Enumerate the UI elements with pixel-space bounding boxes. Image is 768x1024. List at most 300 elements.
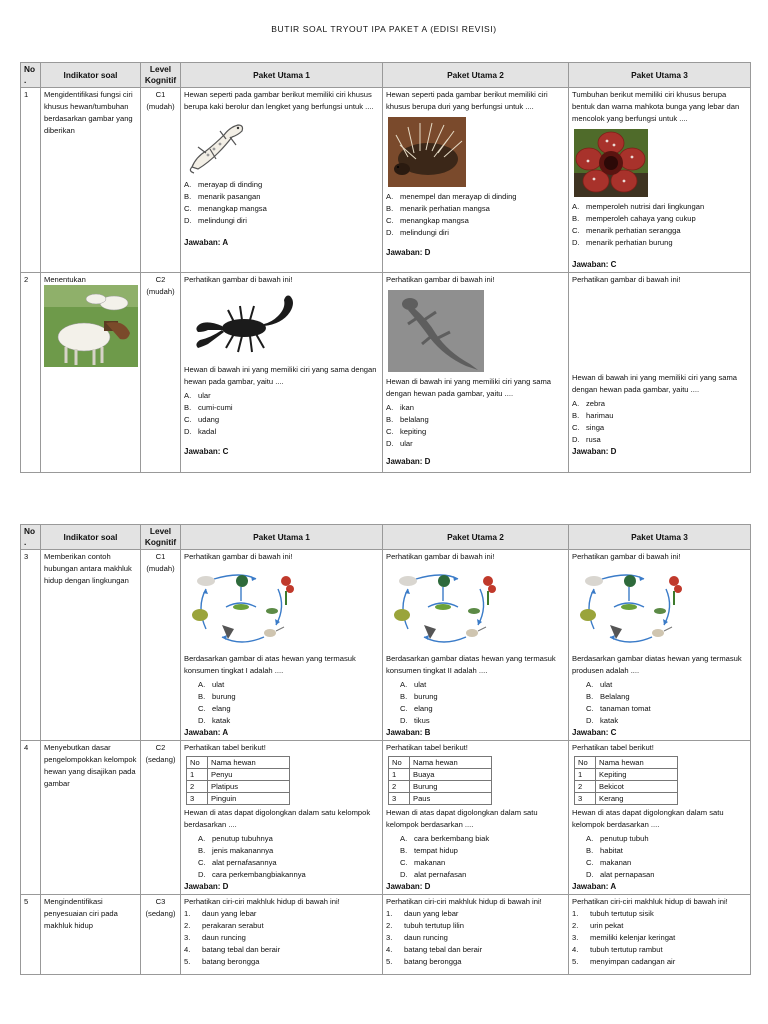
option (386, 703, 565, 715)
option-text: belalang (400, 415, 429, 424)
option-key: B. (400, 846, 408, 855)
animal-table-cell: 3 (575, 793, 596, 805)
option-text: cumi-cumi (198, 403, 233, 412)
option-text: cara berkembang biak (414, 834, 490, 843)
question-stem: Hewan di atas dapat digolongkan dalam satu kelompok berdasarkan .... (386, 808, 538, 829)
animal-table-cell: Kepiting (596, 769, 678, 781)
paket-3-cell (569, 550, 751, 741)
option-text: merayap di dinding (198, 180, 263, 189)
animal-table-cell: Kerang (596, 793, 678, 805)
answer-key: Jawaban: A (572, 882, 617, 891)
row-no: 2 (21, 273, 41, 473)
option-text: penutup tubuh (600, 834, 649, 843)
list-item (386, 944, 565, 956)
option-key: A. (198, 834, 206, 843)
option-key: D. (572, 435, 580, 444)
option (386, 857, 565, 869)
question-stem: Berdasarkan gambar di atas hewan yang termasuk konsumen tingkat I adalah .... (184, 654, 356, 675)
option (386, 414, 565, 426)
option-text: menangkap mangsa (198, 204, 267, 213)
animal-table-cell: 3 (187, 793, 208, 805)
animal-table-header: Nama hewan (596, 757, 678, 769)
row-level (141, 550, 181, 741)
answer-key: Jawaban: D (572, 447, 617, 456)
level-code: C2 (155, 275, 166, 284)
option-text: menarik perhatian mangsa (400, 204, 490, 213)
animal-table-cell: Bekicot (596, 781, 678, 793)
question-stem: Hewan di bawah ini yang memiliki ciri yang sama dengan hewan pada gambar, yaitu .... (572, 373, 738, 394)
option-text: rusa (586, 435, 601, 444)
list-number: 1. (184, 909, 191, 918)
option-key: C. (400, 858, 408, 867)
list-number: 5. (184, 957, 191, 966)
goats-image (44, 285, 138, 367)
answer-key: Jawaban: C (184, 447, 229, 456)
list-item (572, 956, 747, 968)
row-indikator-cell (41, 273, 141, 473)
option-key: A. (198, 680, 206, 689)
trait-list (572, 908, 747, 968)
animal-table-header: Nama hewan (410, 757, 492, 769)
paket-2-cell (383, 741, 569, 895)
option-key: C. (572, 226, 580, 235)
list-text: tubuh tertutup sisik (590, 909, 654, 918)
answer-key: Jawaban: D (386, 457, 431, 466)
question-text: Perhatikan ciri-ciri makhluk hidup di bawah ini! (572, 897, 728, 906)
question-text: Perhatikan tabel berikut! (184, 743, 266, 752)
list-number: 5. (572, 957, 579, 966)
question-stem: Hewan di atas dapat digolongkan dalam satu kelompok berdasarkan .... (184, 808, 371, 829)
option (572, 679, 747, 691)
food-web-image (186, 567, 304, 649)
question-text: Perhatikan tabel berikut! (386, 743, 468, 752)
animal-table-cell: Burung (410, 781, 492, 793)
animal-table (186, 756, 290, 805)
row-level (141, 273, 181, 473)
option-key: B. (572, 411, 580, 420)
question-text: Tumbuhan berikut memiliki ciri khusus berupa bentuk dan warna mahkota bunga yang lebar dan mencolok yang berfungsi untuk .... (572, 90, 740, 123)
row-indikator: Mengindentifikasi penyesuaian ciri pada makhluk hidup (41, 895, 141, 975)
answer-key: Jawaban: C (572, 260, 617, 269)
option-text: menarik pasangan (198, 192, 261, 201)
list-text: batang berongga (202, 957, 260, 966)
option-key: B. (386, 204, 394, 213)
paket-3-cell (569, 273, 751, 473)
option (572, 833, 747, 845)
porcupine-image (388, 117, 466, 187)
list-text: daun runcing (202, 933, 246, 942)
option-text: singa (586, 423, 605, 432)
option-key: C. (184, 415, 192, 424)
question-text: Perhatikan gambar di bawah ini! (184, 552, 293, 561)
food-web-image (574, 567, 692, 649)
animal-table-cell: 2 (389, 781, 410, 793)
question-table-1 (20, 62, 751, 473)
option (184, 402, 379, 414)
table-row (21, 88, 751, 273)
option-list (184, 679, 379, 727)
row-indikator: Menentukan (44, 275, 86, 284)
option-key: A. (586, 680, 594, 689)
option-key: B. (586, 846, 594, 855)
list-item (386, 932, 565, 944)
option (184, 203, 379, 215)
list-text: memiliki kelenjar keringat (590, 933, 676, 942)
option (386, 227, 565, 239)
list-text: batang berongga (404, 957, 462, 966)
option-key: D. (400, 716, 408, 725)
option (184, 833, 379, 845)
option-key: C. (198, 858, 206, 867)
answer-key: Jawaban: D (386, 882, 431, 891)
option-key: B. (184, 403, 192, 412)
list-text: daun runcing (404, 933, 448, 942)
option-text: katak (212, 716, 231, 725)
option-text: menangkap mangsa (400, 216, 469, 225)
option-list (386, 679, 565, 727)
animal-table (574, 756, 678, 805)
trait-list (386, 908, 565, 968)
level-difficulty: (mudah) (146, 287, 175, 296)
option-list (572, 201, 747, 249)
list-item (386, 908, 565, 920)
option-text: alat pernafasan (414, 870, 467, 879)
table-row (21, 741, 751, 895)
option-list (572, 833, 747, 881)
question-text: Perhatikan gambar di bawah ini! (184, 275, 293, 284)
option (572, 703, 747, 715)
option-text: tempat hidup (414, 846, 458, 855)
animal-table (388, 756, 492, 805)
answer-key: Jawaban: A (184, 728, 229, 737)
level-code: C2 (155, 743, 166, 752)
header-paket-2: Paket Utama 2 (383, 63, 569, 88)
animal-table-cell: 2 (187, 781, 208, 793)
option-text: ular (198, 391, 211, 400)
food-web-image (388, 567, 506, 649)
option (386, 438, 565, 450)
option-list (386, 402, 565, 450)
option-key: B. (386, 415, 394, 424)
option-text: jenis makanannya (212, 846, 274, 855)
animal-table-cell: 1 (187, 769, 208, 781)
list-item (184, 920, 379, 932)
row-level (141, 895, 181, 975)
option-key: B. (198, 692, 206, 701)
scorpion-image (186, 290, 306, 360)
list-item (386, 920, 565, 932)
gecko-image (186, 117, 246, 175)
option-key: A. (586, 834, 594, 843)
option (184, 414, 379, 426)
option-text: menarik perhatian burung (586, 238, 673, 247)
header-paket-1: Paket Utama 1 (181, 63, 383, 88)
row-level (141, 741, 181, 895)
option-text: alat pernapasan (600, 870, 655, 879)
option-key: D. (184, 216, 192, 225)
answer-key: Jawaban: C (572, 728, 617, 737)
option-text: udang (198, 415, 220, 424)
list-text: batang tebal dan berair (202, 945, 281, 954)
option-text: makanan (414, 858, 446, 867)
header-paket-3: Paket Utama 3 (569, 525, 751, 550)
list-text: tubuh tertutup lilin (404, 921, 464, 930)
option-text: makanan (600, 858, 632, 867)
row-indikator: Menyebutkan dasar pengelompokkan kelompok hewan yang disajikan pada gambar (41, 741, 141, 895)
list-text: daun yang lebar (404, 909, 459, 918)
paket-1-cell (181, 550, 383, 741)
option-text: harimau (586, 411, 614, 420)
paket-1-cell (181, 895, 383, 975)
list-number: 3. (184, 933, 191, 942)
option-list (386, 833, 565, 881)
list-item (386, 956, 565, 968)
option-text: elang (414, 704, 433, 713)
question-stem: Berdasarkan gambar diatas hewan yang termasuk konsumen tingkat II adalah .... (386, 654, 556, 675)
option-key: D. (400, 870, 408, 879)
option-text: memperoleh cahaya yang cukup (586, 214, 696, 223)
animal-table-cell: Penyu (208, 769, 290, 781)
option-text: ular (400, 439, 413, 448)
option-text: zebra (586, 399, 605, 408)
list-text: urin pekat (590, 921, 624, 930)
question-text: Hewan seperti pada gambar berikut memiliki ciri khusus berupa duri yang berfungsi untuk .... (386, 90, 548, 111)
option-list (386, 191, 565, 239)
list-number: 1. (572, 909, 579, 918)
option-key: C. (386, 216, 394, 225)
list-item (572, 944, 747, 956)
option-text: menempel dan merayap di dinding (400, 192, 517, 201)
animal-table-cell: 1 (575, 769, 596, 781)
option-text: Belalang (600, 692, 630, 701)
question-stem: Hewan di bawah ini yang memiliki ciri yang sama dengan hewan pada gambar, yaitu .... (184, 365, 377, 386)
option (386, 833, 565, 845)
lizard-image (388, 290, 484, 372)
animal-table-cell: Pinguin (208, 793, 290, 805)
list-number: 3. (572, 933, 579, 942)
question-text: Perhatikan ciri-ciri makhluk hidup di bawah ini! (386, 897, 542, 906)
option (572, 869, 747, 881)
option-text: burung (414, 692, 438, 701)
row-indikator: Mengidentifikasi fungsi ciri khusus hewan/tumbuhan berdasarkan gambar yang diberikan (41, 88, 141, 273)
row-indikator: Memberikan contoh hubungan antara makhluk hidup dengan lingkungan (41, 550, 141, 741)
animal-table-cell: 3 (389, 793, 410, 805)
option (184, 426, 379, 438)
rafflesia-image (574, 129, 648, 197)
option-key: A. (386, 192, 394, 201)
list-text: tubuh tertutup rambut (590, 945, 663, 954)
level-difficulty: (mudah) (146, 102, 175, 111)
option (184, 869, 379, 881)
list-number: 3. (386, 933, 393, 942)
option (184, 845, 379, 857)
option-key: B. (400, 692, 408, 701)
option-text: ulat (600, 680, 613, 689)
option-key: A. (400, 834, 408, 843)
paket-3-cell (569, 895, 751, 975)
question-text: Perhatikan ciri-ciri makhluk hidup di bawah ini! (184, 897, 340, 906)
option (184, 857, 379, 869)
list-number: 5. (386, 957, 393, 966)
option (572, 225, 747, 237)
option-key: D. (572, 238, 580, 247)
list-item (184, 908, 379, 920)
question-text: Perhatikan gambar di bawah ini! (386, 552, 495, 561)
option (572, 213, 747, 225)
list-number: 2. (184, 921, 191, 930)
option-key: A. (184, 180, 192, 189)
animal-table-header: No (389, 757, 410, 769)
question-stem: Hewan di atas dapat digolongkan dalam satu kelompok berdasarkan .... (572, 808, 724, 829)
paket-1-cell (181, 741, 383, 895)
table-row (21, 273, 751, 473)
header-row (21, 63, 751, 88)
option-key: C. (572, 423, 580, 432)
option (184, 679, 379, 691)
option-key: D. (586, 870, 594, 879)
animal-table-cell: Buaya (410, 769, 492, 781)
option (386, 845, 565, 857)
row-no: 4 (21, 741, 41, 895)
list-number: 4. (184, 945, 191, 954)
option-list (184, 179, 379, 227)
option-text: ikan (400, 403, 414, 412)
option-text: katak (600, 716, 619, 725)
paket-2-cell (383, 895, 569, 975)
option (572, 434, 747, 446)
option-text: menarik perhatian serangga (586, 226, 681, 235)
option (386, 426, 565, 438)
paket-1-cell (181, 88, 383, 273)
option-text: ulat (212, 680, 225, 689)
list-text: daun yang lebar (202, 909, 257, 918)
option-key: A. (184, 391, 192, 400)
option-text: melindungi diri (198, 216, 247, 225)
image-placeholder (572, 286, 747, 372)
table-row (21, 895, 751, 975)
option (386, 869, 565, 881)
list-number: 2. (572, 921, 579, 930)
option (184, 215, 379, 227)
header-level: Level Kognitif (141, 525, 181, 550)
option-key: C. (198, 704, 206, 713)
table-row (21, 550, 751, 741)
list-item (184, 956, 379, 968)
level-code: C3 (155, 897, 166, 906)
row-no: 3 (21, 550, 41, 741)
option-key: D. (184, 427, 192, 436)
option-text: ulat (414, 680, 427, 689)
paket-2-cell (383, 88, 569, 273)
paket-3-cell (569, 741, 751, 895)
option-list (184, 390, 379, 438)
paket-3-cell (569, 88, 751, 273)
option-list (184, 833, 379, 881)
header-indikator: Indikator soal (41, 63, 141, 88)
option (386, 691, 565, 703)
option (386, 191, 565, 203)
option (386, 679, 565, 691)
option (386, 715, 565, 727)
option-key: D. (586, 716, 594, 725)
option-text: memperoleh nutrisi dari lingkungan (586, 202, 705, 211)
option (184, 179, 379, 191)
option-text: penutup tubuhnya (212, 834, 273, 843)
option-text: kepiting (400, 427, 427, 436)
header-indikator: Indikator soal (41, 525, 141, 550)
option-text: melindungi diri (400, 228, 449, 237)
option-key: D. (386, 439, 394, 448)
option-key: B. (198, 846, 206, 855)
option-key: C. (184, 204, 192, 213)
animal-table-header: Nama hewan (208, 757, 290, 769)
option (572, 237, 747, 249)
header-row (21, 525, 751, 550)
question-table-2 (20, 524, 751, 975)
option-key: B. (586, 692, 594, 701)
animal-table-cell: Paus (410, 793, 492, 805)
option (572, 691, 747, 703)
option-key: B. (572, 214, 580, 223)
question-stem: Berdasarkan gambar diatas hewan yang termasuk produsen adalah .... (572, 654, 742, 675)
option-key: D. (198, 870, 206, 879)
option (184, 703, 379, 715)
option-text: alat pernafasannya (212, 858, 277, 867)
option-key: C. (400, 704, 408, 713)
header-paket-3: Paket Utama 3 (569, 63, 751, 88)
question-text: Hewan seperti pada gambar berikut memiliki ciri khusus berupa kaki berolur dan lengket yang berfungsi untuk .... (184, 90, 374, 111)
option (184, 191, 379, 203)
answer-key: Jawaban: D (386, 248, 431, 257)
row-no: 1 (21, 88, 41, 273)
header-no: No . (21, 525, 41, 550)
option-key: D. (198, 716, 206, 725)
option-key: C. (386, 427, 394, 436)
option-list (572, 679, 747, 727)
answer-key: Jawaban: B (386, 728, 431, 737)
question-text: Perhatikan gambar di bawah ini! (572, 552, 681, 561)
option-text: tanaman tomat (600, 704, 651, 713)
level-difficulty: (mudah) (146, 564, 175, 573)
question-text: Perhatikan tabel berikut! (572, 743, 654, 752)
list-text: perakaran serabut (202, 921, 264, 930)
header-paket-1: Paket Utama 1 (181, 525, 383, 550)
option (386, 215, 565, 227)
answer-key: Jawaban: A (184, 238, 229, 247)
option-key: C. (586, 704, 594, 713)
option-key: A. (386, 403, 394, 412)
option-key: C. (586, 858, 594, 867)
option (184, 691, 379, 703)
document-title: BUTIR SOAL TRYOUT IPA PAKET A (EDISI REVISI) (271, 24, 497, 34)
option-text: tikus (414, 716, 430, 725)
list-text: batang tebal dan berair (404, 945, 483, 954)
option-key: A. (400, 680, 408, 689)
option-text: burung (212, 692, 236, 701)
option-text: habitat (600, 846, 623, 855)
option (184, 715, 379, 727)
level-code: C1 (155, 552, 166, 561)
option-key: A. (572, 202, 580, 211)
option-text: elang (212, 704, 231, 713)
list-number: 2. (386, 921, 393, 930)
option (572, 410, 747, 422)
paket-2-cell (383, 550, 569, 741)
animal-table-cell: 2 (575, 781, 596, 793)
header-level: Level Kognitif (141, 63, 181, 88)
list-number: 4. (572, 945, 579, 954)
option-list (572, 398, 747, 446)
